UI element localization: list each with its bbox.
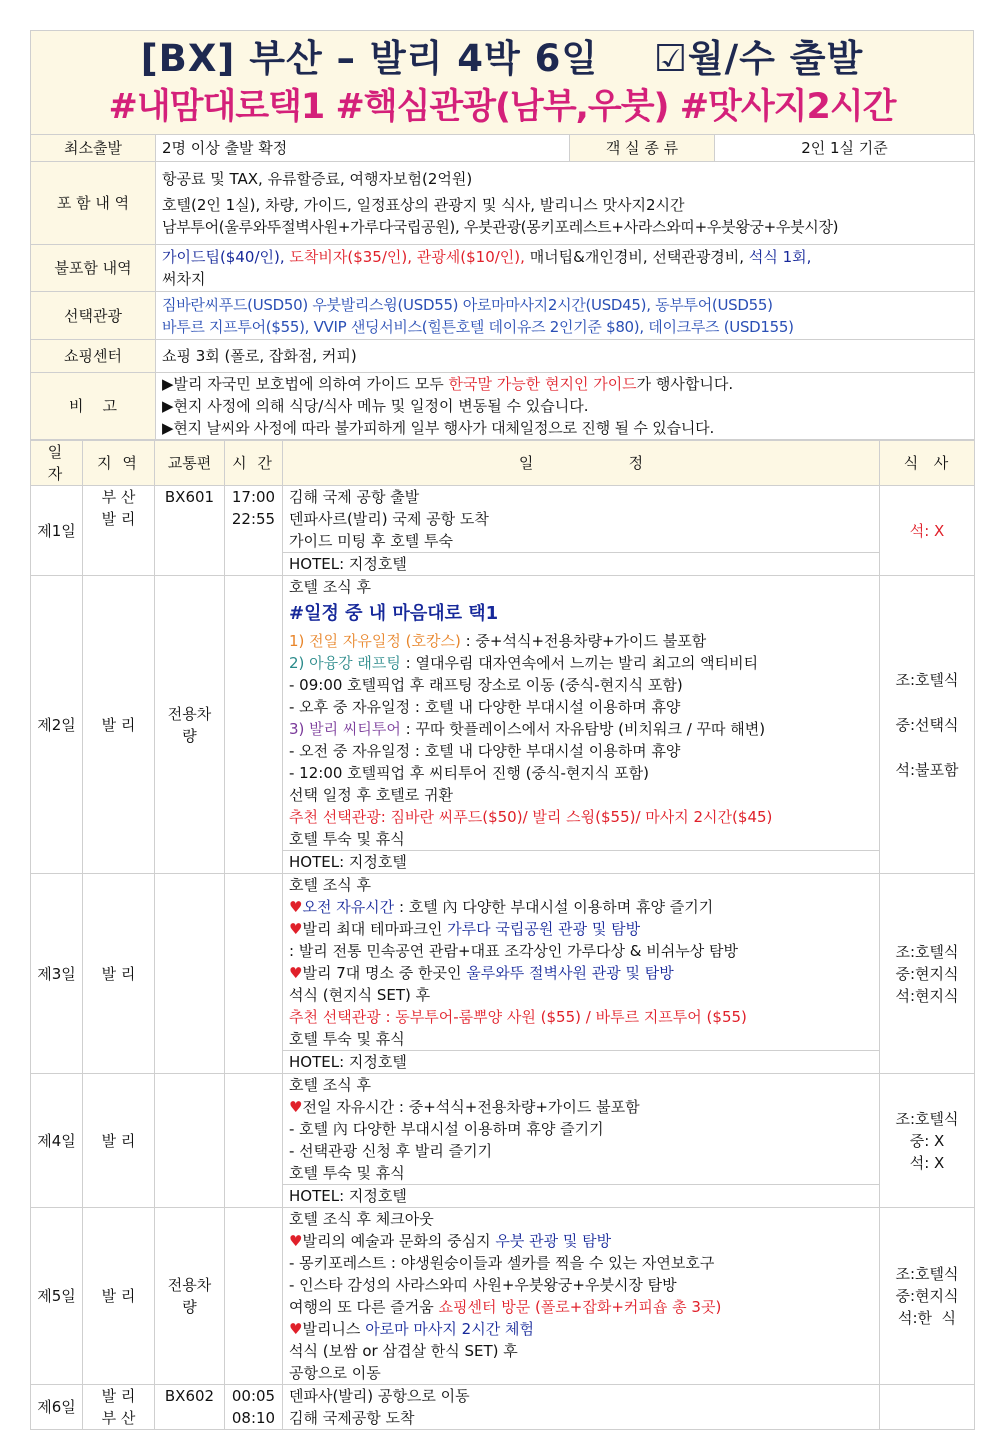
col-transport: 교통편 [155,441,225,486]
title-banner [30,30,974,134]
day-label: 제6일 [31,1385,83,1430]
day-row [31,874,975,1074]
day-times: 17:00 22:55 [225,486,283,576]
day-row [31,486,975,576]
optional-tour-item: 바투르 지프투어($55), VVIP 샌딩서비스(힐튼호텔 데이유즈 2인기준 $80), 데이크루즈 (USD155) [162,317,794,336]
excluded-label: 불포함 내역 [31,245,156,292]
day-schedule: 호텔 조식 후 ♥오전 자유시간 : 호텔 內 다양한 부대시설 이용하며 휴양 즐기기 ♥발리 최대 테마파크인 가루다 국립공원 관광 및 탐방 : 발리 전통 민속공연 관람+대표 조각상인 가루다상 & 비쉬누상 탐방 ♥발리 7대 명소 중 한곳인 울루와뚜 절벽사원 관광 및 탐방 석식 (현지식 SET) 후 추천 선택관광 : 동부투어-룸뿌양 사원 ($55) / 바투르 지프투어 ($55) 호텔 투숙 및 휴식 HOTEL: 지정호텔 [283,874,880,1074]
included-item: 호텔(2인 1실), 차량, 가이드, 일정표상의 관광지 및 식사, 발리니스 맛사지2시간 [162,196,685,214]
recommended-options: 추천 선택관광 : 동부투어-룸뿌양 사원 ($55) / 바투르 지프투어 ($55) [289,1008,747,1026]
day-meals: 조:호텔식 중:현지식 석:한 식 [880,1208,975,1385]
hotel-line: HOTEL: 지정호텔 [283,1184,879,1207]
day-meals: 석: X [880,486,975,576]
min-departure-value: 2명 이상 출발 확정 [156,135,570,162]
day-transport [155,1074,225,1208]
included-label: 포 함 내 역 [31,162,156,245]
day-schedule: 호텔 조식 후 ♥전일 자유시간 : 중+석식+전용차량+가이드 불포함 - 호텔 內 다양한 부대시설 이용하며 휴양 즐기기 - 선택관광 신청 후 발리 즐기기 호텔 투숙 및 휴식 HOTEL: 지정호텔 [283,1074,880,1208]
remarks-label: 비 고 [31,373,156,440]
heart-icon: ♥ [289,1320,303,1338]
heart-icon: ♥ [289,920,303,938]
excluded-tax: 관광세($10/인), [416,248,525,266]
day-times: 00:05 08:10 [225,1385,283,1430]
remark-item: ▶발리 자국민 보호법에 의하여 가이드 모두 한국말 가능한 현지인 가이드가 행사합니다. [162,375,734,393]
col-time: 시 간 [225,441,283,486]
excluded-visa: 도착비자($35/인), [289,248,412,266]
day-label: 제1일 [31,486,83,576]
day-meals: 조:호텔식 중:현지식 석:현지식 [880,874,975,1074]
remarks-list [156,373,975,440]
col-day: 일 자 [31,441,83,486]
heart-icon: ♥ [289,898,303,916]
col-schedule: 일 정 [283,441,880,486]
info-table [30,134,975,440]
day-region: 발 리 [83,874,155,1074]
excluded-dinner: 석식 1회, [748,248,812,266]
included-list [156,162,975,245]
hotel-line: HOTEL: 지정호텔 [283,1050,879,1073]
optional-tour-list [156,292,975,340]
pick-one-heading: #일정 중 내 마음대로 택1 [289,603,499,624]
shopping-value: 쇼핑 3회 (폴로, 잡화점, 커피) [156,340,975,373]
recommended-options: 추천 선택관광: 짐바란 씨푸드($50)/ 발리 스윙($55)/ 마사지 2시간($45) [289,808,773,826]
remark-item: ▶현지 사정에 의해 식당/식사 메뉴 및 일정이 변동될 수 있습니다. [162,397,589,415]
day-schedule: 김해 국제 공항 출발 덴파사르(발리) 국제 공항 도착 가이드 미팅 후 호텔 투숙 HOTEL: 지정호텔 [283,486,880,576]
day-region: 발 리 [83,1208,155,1385]
day-flight: BX602 [155,1385,225,1430]
day-schedule: 호텔 조식 후 체크아웃 ♥발리의 예술과 문화의 중심지 우붓 관광 및 탐방 - 몽키포레스트 : 야생원숭이들과 셀카를 찍을 수 있는 자연보호구 - 인스타 감성의 사라스와띠 사원+우붓왕궁+우붓시장 탐방 여행의 또 다른 즐거움 쇼핑센터 방문 (폴로+잡화+커피숍 총 3곳) ♥발리니스 아로마 마사지 2시간 체험 석식 (보쌈 or 삼겹살 한식 SET) 후 공항으로 이동 [283,1208,880,1385]
excluded-etc: 매너팁&개인경비, 선택관광경비, [529,248,745,266]
day-region: 부 산 발 리 [83,486,155,576]
day-times [225,874,283,1074]
excluded-surcharge: 써차지 [162,270,206,288]
remark-item: ▶현지 날씨와 사정에 따라 불가피하게 일부 행사가 대체일정으로 진행 될 수 있습니다. [162,419,715,437]
min-departure-label: 최소출발 [31,135,156,162]
hotel-line: HOTEL: 지정호텔 [283,552,879,575]
day-label: 제3일 [31,874,83,1074]
included-item: 항공료 및 TAX, 유류할증료, 여행자보험(2억원) [162,170,473,188]
heart-icon: ♥ [289,1232,303,1250]
day-transport: 전용차량 [155,1208,225,1385]
col-meal: 식 사 [880,441,975,486]
day-region: 발 리 [83,1074,155,1208]
day-meals: 조:호텔식 중:선택식 석:불포함 [880,576,975,874]
itinerary-sheet [30,30,974,1430]
day-label: 제5일 [31,1208,83,1385]
day-times [225,1074,283,1208]
room-type-value: 2인 1실 기준 [715,135,975,162]
day-region: 발 리 부 산 [83,1385,155,1430]
day-times [225,576,283,874]
day-region: 발 리 [83,576,155,874]
day-row [31,1385,975,1430]
day-label: 제2일 [31,576,83,874]
heart-icon: ♥ [289,1098,303,1116]
col-region: 지 역 [83,441,155,486]
day-row [31,576,975,874]
tour-hashtags: #내맘대로택1 #핵심관광(남부,우붓) #맛사지2시간 [108,87,896,127]
shopping-label: 쇼핑센터 [31,340,156,373]
remark-highlight: 한국말 가능한 현지인 가이드 [448,375,637,393]
day-schedule: 호텔 조식 후 #일정 중 내 마음대로 택1 1) 전일 자유일정 (호캉스) : 중+석식+전용차량+가이드 불포함 2) 아융강 래프팅 : 열대우림 대자연속에서 느끼는 발리 최고의 액티비티 - 09:00 호텔픽업 후 래프팅 장소로 이동 (중식-현지식 포함) - 오후 중 자유일정 : 호텔 내 다양한 부대시설 이용하며 휴양 3) 발리 씨티투어 : 꾸따 핫플레이스에서 자유탐방 (비치워크 / 꾸따 해변) - 오전 중 자유일정 : 호텔 내 다양한 부대시설 이용하며 휴양 - 12:00 호텔픽업 후 씨티투어 진행 (중식-현지식 포함) 선택 일정 후 호텔로 귀환 추천 선택관광: 짐바란 씨푸드($50)/ 발리 스윙($55)/ 마사지 2시간($45) 호텔 투숙 및 휴식 HOTEL: 지정호텔 [283,576,880,874]
excluded-list [156,245,975,292]
tour-title: [BX] 부산 – 발리 4박 6일 ☑월/수 출발 [140,37,864,80]
day-row [31,1208,975,1385]
day-label: 제4일 [31,1074,83,1208]
optional-tour-label: 선택관광 [31,292,156,340]
day-meals: 조:호텔식 중: X 석: X [880,1074,975,1208]
day-times [225,1208,283,1385]
schedule-table [30,440,975,1430]
day-transport: 전용차량 [155,576,225,874]
included-item: 남부투어(울루와뚜절벽사원+가루다국립공원), 우붓관광(몽키포레스트+사라스와띠+우붓왕궁+우붓시장) [162,218,839,236]
heart-icon: ♥ [289,964,303,982]
optional-tour-item: 짐바란씨푸드(USD50) 우붓발리스윙(USD55) 아로마마사지2시간(USD45), 동부투어(USD55) [162,295,773,314]
room-type-label: 객 실 종 류 [570,135,715,162]
day-meals [880,1385,975,1430]
day-row [31,1074,975,1208]
day-transport [155,874,225,1074]
hotel-line: HOTEL: 지정호텔 [283,850,879,873]
day-schedule: 덴파사(발리) 공항으로 이동 김해 국제공항 도착 [283,1385,880,1430]
excluded-guide-tip: 가이드팁($40/인), [162,248,285,266]
day-flight: BX601 [155,486,225,576]
